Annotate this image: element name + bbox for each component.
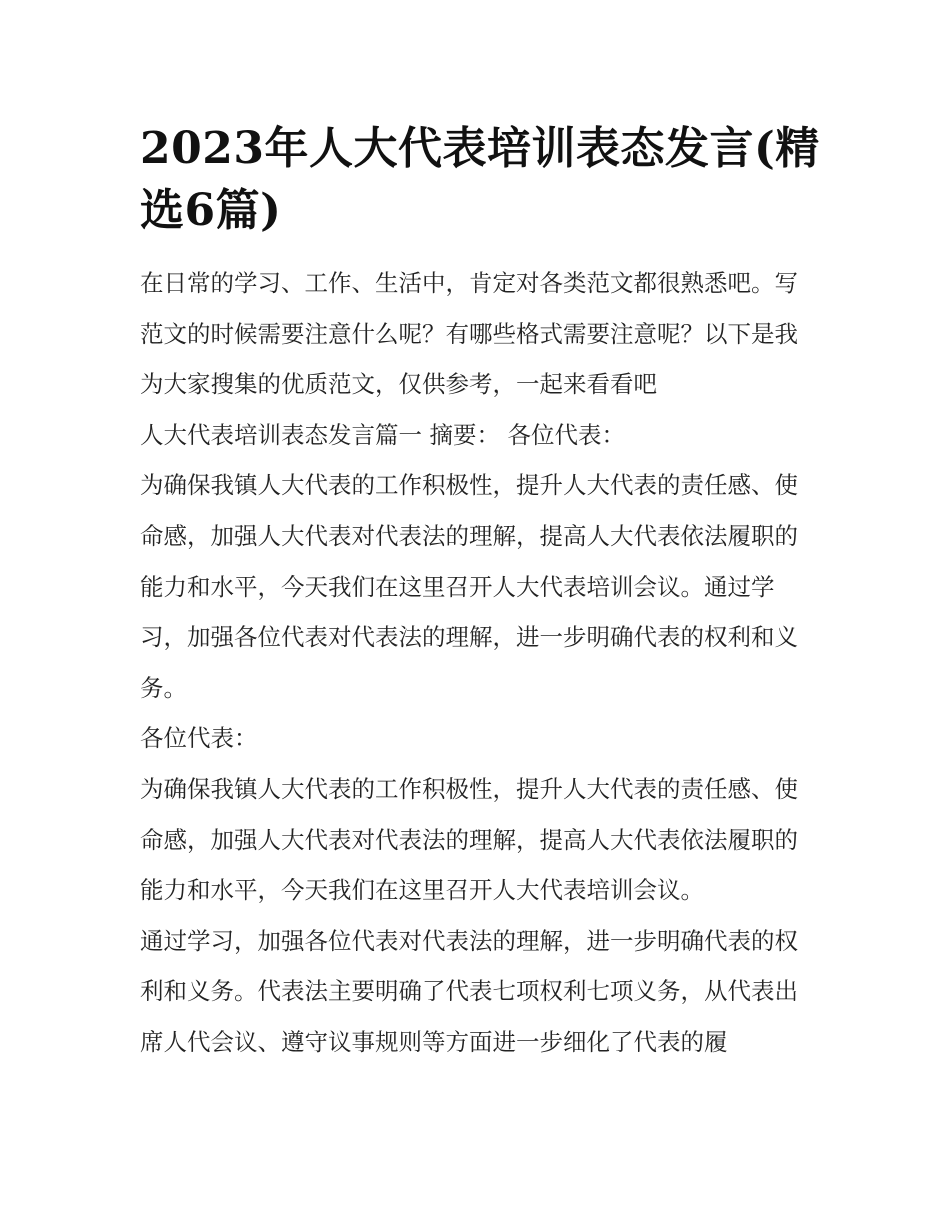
paragraph-body: 通过学习，加强各位代表对代表法的理解，进一步明确代表的权利和义务。代表法主要明确了代表七项权利七项义务，从代表出席人代会议、遵守议事规则等方面进一步细化了代表的履: [140, 926, 798, 1056]
document-content: [140, 118, 820, 1068]
paragraph-section-heading: 人大代表培训表态发言篇一 摘要： 各位代表：: [140, 420, 625, 449]
paragraph-intro: 在日常的学习、工作、生活中，肯定对各类范文都很熟悉吧。写范文的时候需要注意什么呢？有哪些格式需要注意呢？以下是我为大家搜集的优质范文，仅供参考，一起来看看吧: [140, 269, 798, 399]
paragraph-body: 为确保我镇人大代表的工作积极性，提升人大代表的责任感、使命感，加强人大代表对代表法的理解，提高人大代表依法履职的能力和水平，今天我们在这里召开人大代表培训会议。通过学习，加强各位代表对代表法的理解，进一步明确代表的权利和义务。: [140, 471, 798, 702]
document-body: [140, 258, 820, 1068]
paragraph-salutation: 各位代表：: [140, 724, 258, 753]
paragraph-body: 为确保我镇人大代表的工作积极性，提升人大代表的责任感、使命感，加强人大代表对代表法的理解，提高人大代表依法履职的能力和水平，今天我们在这里召开人大代表培训会议。: [140, 774, 798, 905]
document-title: 2023年人大代表培训表态发言(精选6篇): [140, 123, 820, 236]
